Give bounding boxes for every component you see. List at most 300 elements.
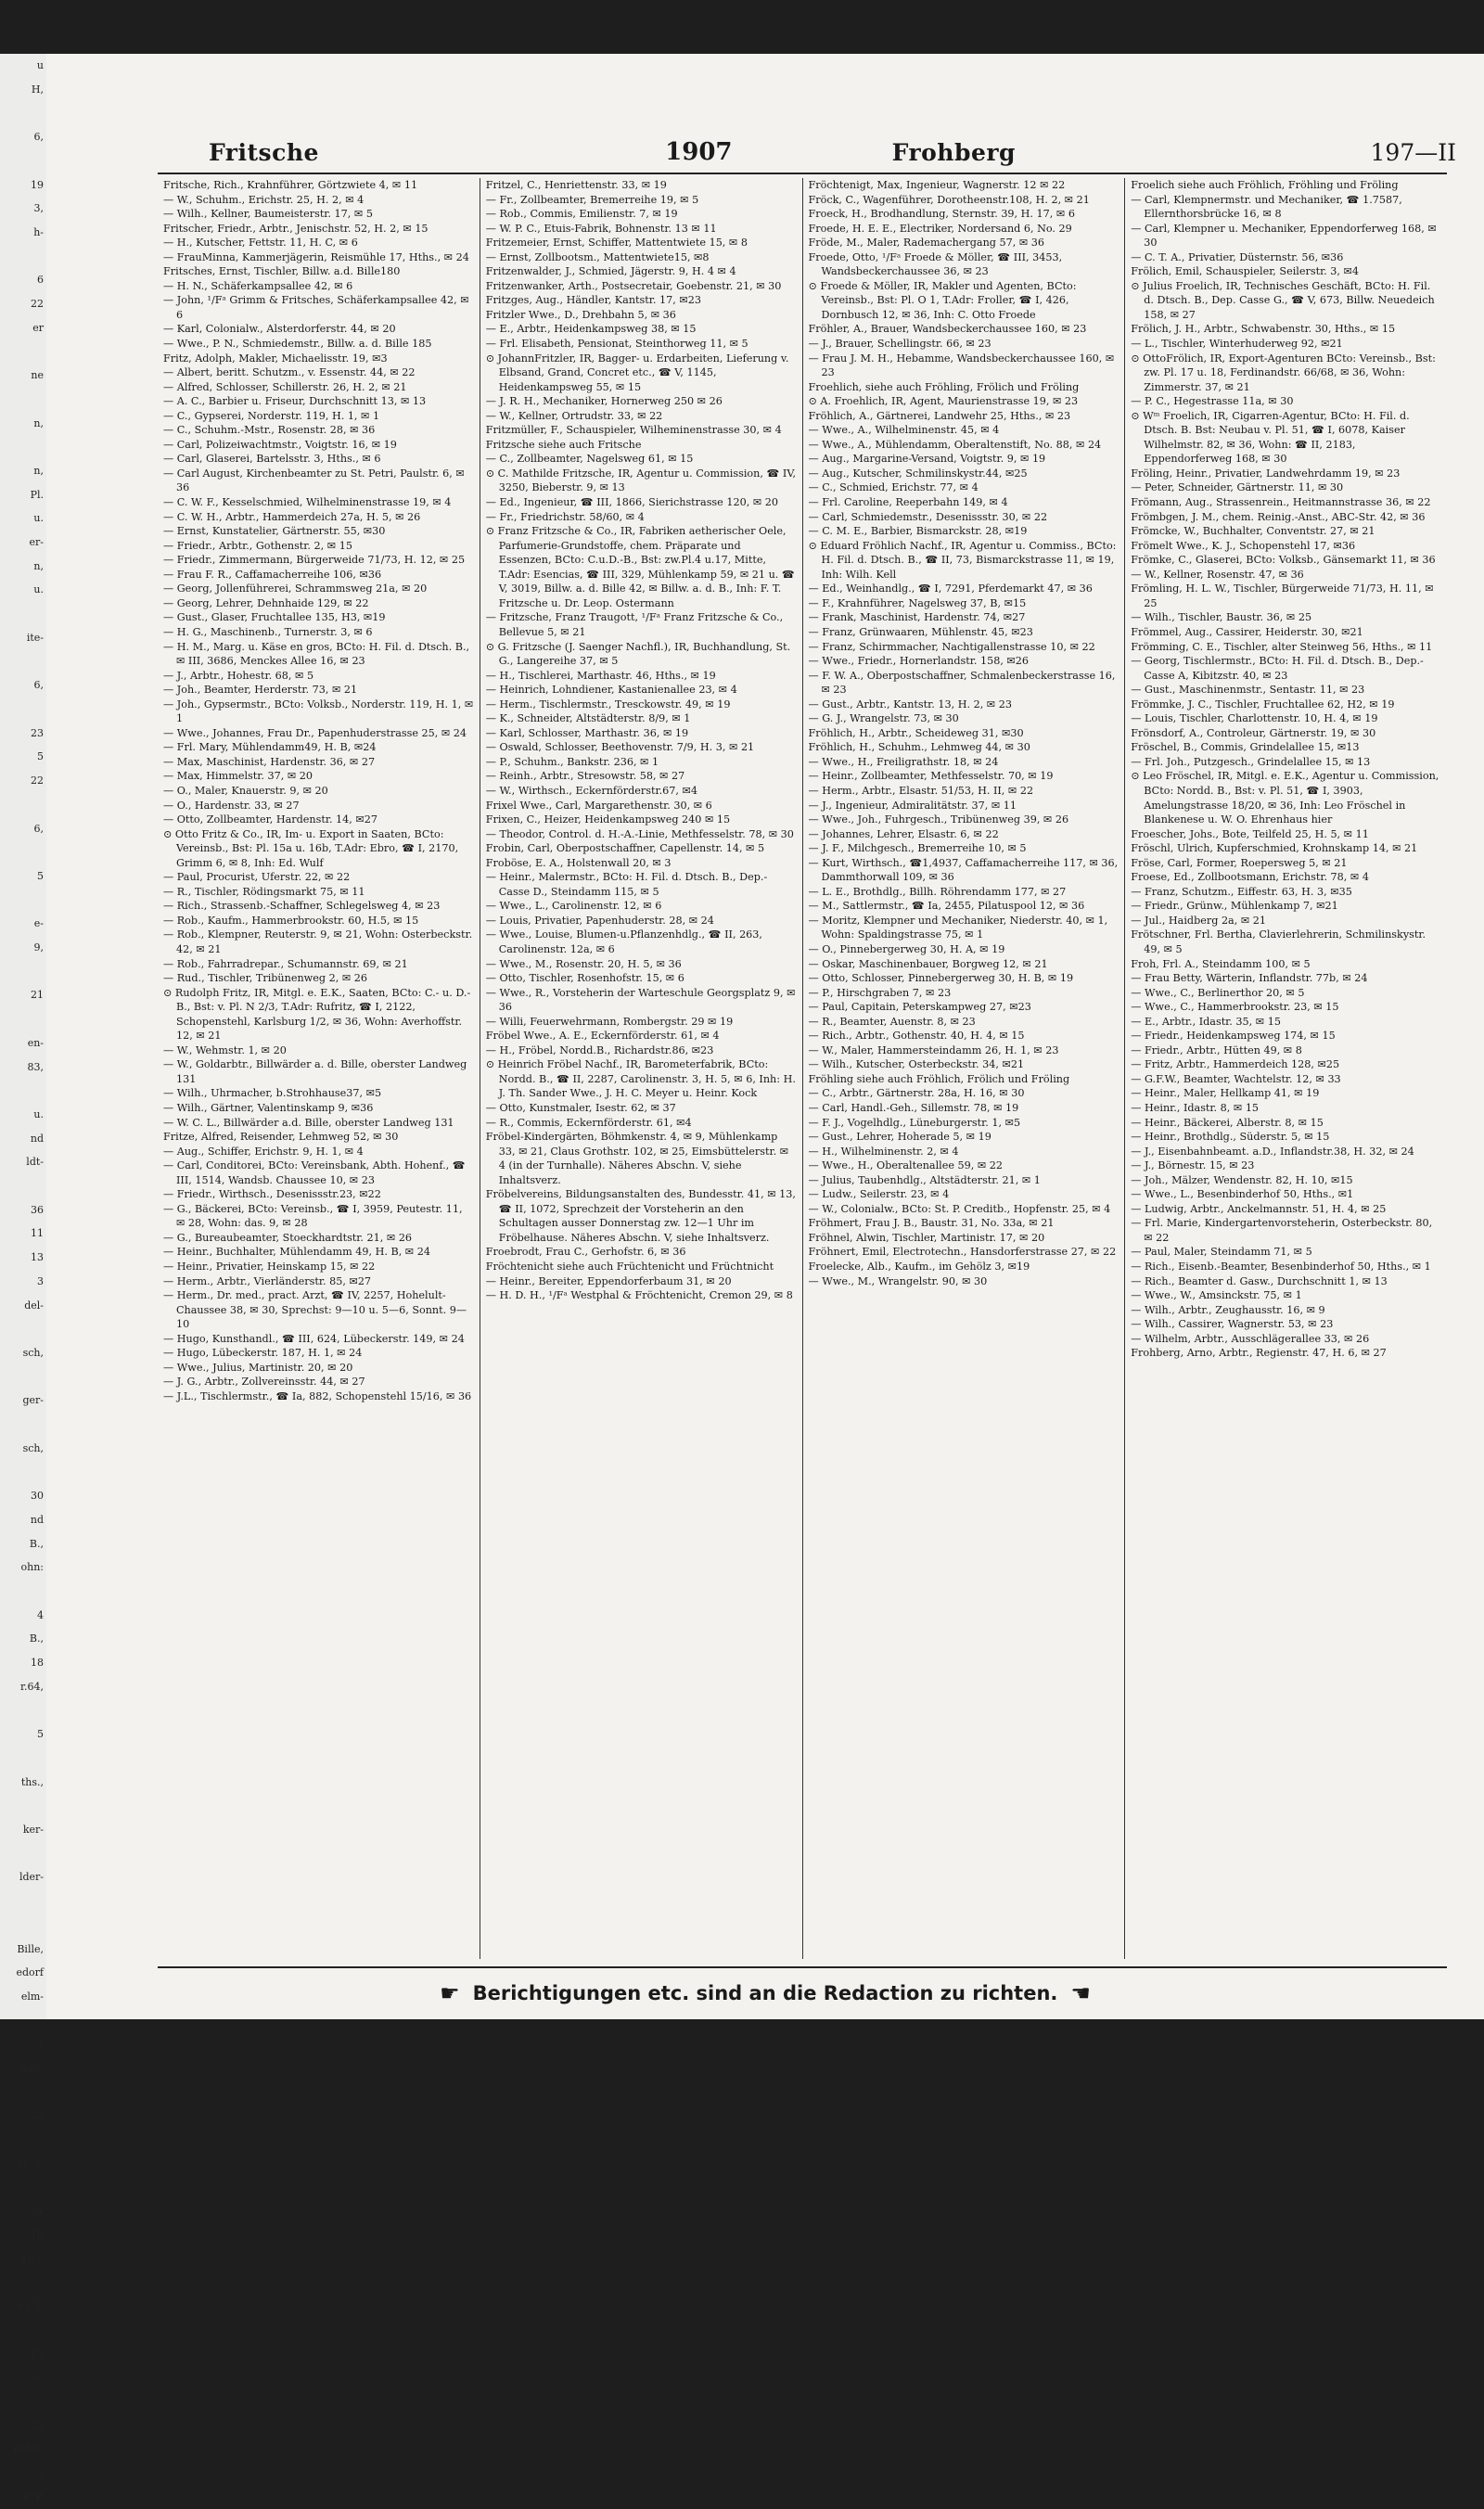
directory-entry: — Frau J. M. H., Hebamme, Wandsbeckerchaussee 160, ✉ 23 [808,352,1115,379]
directory-entry: — Otto, Schlosser, Pinnebergerweg 30, H. B, ✉ 19 [808,972,1074,985]
directory-entry: — Kurt, Wirthsch., ☎1,4937, Caffamacherreihe 117, ✉ 36, Dammthorwall 109, ✉ 36 [808,856,1119,884]
directory-entry: — Wilhelm, Arbtr., Ausschlägerallee 33, ✉ 26 [1131,1332,1370,1345]
margin-fragment: edorf [16,1966,44,1979]
directory-entry: — Wilh., Arbtr., Zeughausstr. 16, ✉ 9 [1131,1303,1325,1316]
directory-entry: Frömcke, W., Buchhalter, Conventstr. 27, ✉ 21 [1131,525,1375,538]
directory-entry: — Heinr., Zollbeamter, Methfesselstr. 70, ✉ 19 [808,770,1054,783]
directory-entry: — W., Wehmstr. 1, ✉ 20 [163,1043,287,1056]
margin-fragment [0,1914,46,1938]
margin-fragment [0,1747,46,1771]
directory-entry: — J.L., Tischlermstr., ☎ Ia, 882, Schopenstehl 15/16, ✉ 36 [163,1389,472,1402]
column-2 [480,178,802,1959]
directory-entry: ⊙ Otto Fritz & Co., IR, Im- u. Export in Saaten, BCto: Vereinsb., Bst: Pl. 15a u. 16b, T.Adr: Ebro, ☎ I, 2170, Grimm 6, ✉ 8, Inh: Ed. Wulf [163,827,459,869]
directory-entry: Fröck, C., Wagenführer, Dorotheenstr.108, H. 2, ✉ 21 [808,193,1090,206]
directory-entry: — O., Maler, Knauerstr. 9, ✉ 20 [163,784,328,797]
margin-fragment: entur, [13,2443,44,2456]
directory-entry: — Rich., Arbtr., Gothenstr. 40, H. 4, ✉ 15 [808,1030,1025,1043]
directory-entry: — Rob., Klempner, Reuterstr. 9, ✉ 21, Wohn: Osterbeckstr. 42, ✉ 21 [163,928,473,955]
directory-entry: — M., Sattlermstr., ☎ Ia, 2455, Pilatuspool 12, ✉ 36 [808,900,1085,913]
margin-fragment [0,2271,46,2295]
margin-fragment: nd [30,1513,44,1526]
directory-entry: Fritsches, Ernst, Tischler, Billw. a.d. Bille180 [163,265,401,278]
directory-entry: — Albert, beritt. Schutzm., v. Essenstr. 44, ✉ 22 [163,366,416,379]
directory-entry: ⊙ G. Fritzsche (J. Saenger Nachfl.), IR, Buchhandlung, St. G., Langereihe 37, ✉ 5 [485,640,791,668]
directory-entry: — Karl, Colonialw., Alsterdorferstr. 44, ✉ 20 [163,323,396,336]
margin-fragment [0,149,46,173]
header-last-name: Frohberg [891,138,1017,166]
directory-entry: — W., Wirthsch., Eckernförderstr.67, ✉4 [485,784,698,797]
directory-entry: — Fr., Friedrichstr. 58/60, ✉ 4 [485,510,645,523]
footer-notice: Berichtigungen etc. sind an die Redaction zu richten. [472,1982,1058,2004]
margin-fragment: 9, [33,941,44,954]
directory-entry: — Rob., Fahrradrepar., Schumannstr. 69, ✉ 21 [163,957,408,970]
margin-fragment: ker- [22,1824,44,1837]
directory-entry: — Peter, Schneider, Gärtnerstr. 11, ✉ 30 [1131,481,1344,494]
directory-entry: Fröhlich, A., Gärtnerei, Landwehr 25, Hths., ✉ 23 [808,409,1071,422]
directory-entry: — J. G., Arbtr., Zollvereinsstr. 44, ✉ 27 [163,1376,365,1389]
directory-entry: — Carl, Schmiedemstr., Desenissstr. 30, ✉ 22 [808,510,1048,523]
directory-entry: — Wwe., Johannes, Frau Dr., Papenhuderstrasse 25, ✉ 24 [163,726,467,739]
margin-fragment [0,2390,46,2414]
directory-entry: Fritzenwanker, Arth., Postsecretair, Goebenstr. 21, ✉ 30 [485,279,782,292]
directory-entry: — Louis, Privatier, Papenhuderstr. 28, ✉ 24 [485,914,714,927]
directory-entry: — Wwe., Friedr., Hornerlandstr. 158, ✉26 [808,655,1030,668]
directory-entry: — W., Maler, Hammersteindamm 26, H. 1, ✉ 23 [808,1043,1059,1056]
column-4 [1124,178,1447,1959]
directory-entry: — Herm., Tischlermstr., Tresckowstr. 49, ✉ 19 [485,698,731,710]
directory-entry: — Friedr., Grünw., Mühlenkamp 7, ✉21 [1131,900,1338,913]
margin-fragment: 3 [37,1274,44,1287]
directory-entry: ⊙ Julius Froelich, IR, Technisches Geschäft, BCto: H. Fil. d. Dtsch. B., Dep. Casse G., ☎ V, 673, Billw. Neuedeich 158, ✉ 27 [1131,279,1435,321]
margin-fragment: 22 [31,2419,44,2432]
directory-entry: Frömling, H. L. W., Tischler, Bürgerweide 71/73, H. 11, ✉ 25 [1131,582,1434,609]
margin-fragment: n, [33,559,44,572]
directory-entry: Frömann, Aug., Strassenrein., Heitmannstrasse 36, ✉ 22 [1131,496,1431,509]
directory-entry: ⊙ Froede & Möller, IR, Makler und Agenten, BCto: Vereinsb., Bst: Pl. O 1, T.Adr: Froller, ☎ I, 426, Dornbusch 12, ✉ 36, Inh: C. Otto Froede [808,279,1077,321]
margin-fragment: H, [31,83,44,96]
directory-entry: — Carl, Klempner u. Mechaniker, Eppendorferweg 168, ✉ 30 [1131,222,1437,250]
directory-entry: — W., Schuhm., Erichstr. 25, H. 2, ✉ 4 [163,193,365,206]
directory-entry: Frölich, J. H., Arbtr., Schwabenstr. 30, Hths., ✉ 15 [1131,323,1396,336]
directory-entry: — Friedr., Zimmermann, Bürgerweide 71/73, H. 12, ✉ 25 [163,554,466,567]
margin-fragment [0,1889,46,1914]
directory-entry: — J., Brauer, Schellingstr. 66, ✉ 23 [808,338,991,351]
directory-entry: — Heinr., Idastr. 8, ✉ 15 [1131,1102,1260,1114]
margin-fragment: h- [33,225,44,238]
directory-entry: — Ernst, Zollbootsm., Mattentwiete15, ✉8 [485,250,710,263]
directory-entry: — H., Tischlerei, Marthastr. 46, Hths., ✉ 19 [485,669,716,682]
directory-entry: — Louis, Tischler, Charlottenstr. 10, H. 4, ✉ 19 [1131,712,1378,725]
margin-fragment: 36 [31,1203,44,1216]
directory-entry: — A. C., Barbier u. Friseur, Durchschnitt 13, ✉ 13 [163,395,427,408]
directory-entry: — Max, Maschinist, Hardenstr. 36, ✉ 27 [163,755,376,768]
margin-fragment [0,245,46,269]
directory-entry: Fröhlich, H., Schuhm., Lehmweg 44, ✉ 30 [808,741,1030,754]
margin-fragment [0,1460,46,1484]
margin-fragment [0,698,46,722]
directory-entry: — W., Kellner, Rosenstr. 47, ✉ 36 [1131,568,1304,581]
directory-entry: — Heinr., Brothdlg., Süderstr. 5, ✉ 15 [1131,1131,1330,1144]
directory-entry: Froehlich, siehe auch Fröhling, Frölich und Fröling [808,380,1080,393]
directory-entry: — Franz, Grünwaaren, Mühlenstr. 45, ✉23 [808,625,1033,638]
directory-entry: — Rich., Eisenb.-Beamter, Besenbinderhof 50, Hths., ✉ 1 [1131,1261,1431,1274]
directory-entry: — R., Beamter, Auenstr. 8, ✉ 23 [808,1015,976,1028]
directory-entry: — Aug., Schiffer, Erichstr. 9, H. 1, ✉ 4 [163,1145,364,1158]
directory-entry: Froböse, E. A., Holstenwall 20, ✉ 3 [485,856,672,869]
margin-fragment: er- [29,536,44,549]
margin-fragment [0,840,46,864]
directory-entry: — Alfred, Schlosser, Schillerstr. 26, H. 2, ✉ 21 [163,380,407,393]
directory-entry: ⊙ Franz Fritzsche & Co., IR, Fabriken aetherischer Oele, Parfumerie-Grundstoffe, chem. Präparate und Essenzen, BCto: C.u.D.-B., Bst: zw.Pl.4 u.17, Mitte, T.Adr: Esencias, ☎ III, 329, Mühlenkamp 59, ✉ 21 u. ☎ V, 3019, Billw. a. d. Bille 42, ✉ Billw. a. d. B., Inh: F. T. Fritzsche u. Dr. Leop. Ostermann [485,525,795,609]
margin-fragment [0,2176,46,2200]
directory-entry: — Friedr., Wirthsch., Desenissstr.23, ✉22 [163,1188,381,1201]
margin-fragment: 5 [37,1728,44,1741]
margin-fragment: 5 [37,869,44,882]
directory-entry: — H., Kutscher, Fettstr. 11, H. C, ✉ 6 [163,237,358,250]
directory-entry: — Joh., Gypsermstr., BCto: Volksb., Norderstr. 119, H. 1, ✉ 1 [163,698,474,725]
footer-rule [158,1966,1447,1968]
directory-entry: ⊙ OttoFrölich, IR, Export-Agenturen BCto: Vereinsb., Bst: zw. Pl. 17 u. 18, Ferdinandstr. 66/68, ✉ 36, Wohn: Zimmerstr. 37, ✉ 21 [1131,352,1436,393]
directory-entry: Frönsdorf, A., Controleur, Gärtnerstr. 19, ✉ 30 [1131,726,1376,739]
margin-fragment: 6 [37,274,44,287]
margin-fragment: en- [27,1036,44,1049]
pointing-hand-right-icon: ☛ [440,1980,460,2006]
margin-fragment: 24 [31,2205,44,2218]
column-3 [802,178,1125,1959]
directory-entry: — Wilh., Tischler, Baustr. 36, ✉ 25 [1131,611,1312,624]
directory-entry: — W. P. C., Etuis-Fabrik, Bohnenstr. 13 ✉ 11 [485,222,717,235]
directory-entry: Frömmke, J. C., Tischler, Fruchtallee 62, H2, ✉ 19 [1131,698,1395,710]
directory-entry: — R., Tischler, Rödingsmarkt 75, ✉ 11 [163,885,365,898]
directory-entry: Frötschner, Frl. Bertha, Clavierlehrerin, Schmilinskystr. 49, ✉ 5 [1131,928,1426,955]
directory-entry: — Frl. Mary, Mühlendamm49, H. B, ✉24 [163,741,377,754]
directory-entry: — Karl, Schlosser, Marthastr. 36, ✉ 19 [485,726,689,739]
directory-entry: — G. J., Wrangelstr. 73, ✉ 30 [808,712,959,725]
directory-entry: — J., Ingenieur, Admiralitätstr. 37, ✉ 11 [808,799,1017,812]
directory-entry: — J., Börnestr. 15, ✉ 23 [1131,1159,1255,1172]
directory-entry: — Paul, Maler, Steindamm 71, ✉ 5 [1131,1246,1312,1259]
margin-fragment [0,1079,46,1103]
directory-entry: — Friedr., Arbtr., Gothenstr. 2, ✉ 15 [163,539,352,552]
directory-entry: — Moritz, Klempner und Mechaniker, Niederstr. 40, ✉ 1, Wohn: Spaldingstrasse 75, ✉ 1 [808,914,1108,941]
margin-fragment: 13 [31,2348,44,2361]
directory-entry: — Ed., Ingenieur, ☎ III, 1866, Sierichstrasse 120, ✉ 20 [485,496,778,509]
margin-fragment: eg 5, [18,2300,44,2313]
directory-entry: — FrauMinna, Kammerjägerin, Reismühle 17, Hths., ✉ 24 [163,250,469,263]
directory-entry: — O., Hardenstr. 33, ✉ 27 [163,799,300,812]
directory-entry: — C., Gypserei, Norderstr. 119, H. 1, ✉ 1 [163,409,380,422]
margin-fragment [0,1174,46,1198]
directory-entry: — Frl. Caroline, Reeperbahn 149, ✉ 4 [808,496,1008,509]
directory-entry: — Paul, Capitain, Peterskampweg 27, ✉23 [808,1001,1031,1014]
margin-fragment [0,435,46,459]
directory-entry: ⊙ Eduard Fröhlich Nachf., IR, Agentur u. Commiss., BCto: H. Fil. d. Dtsch. B., ☎ II, 73, Bismarckstrasse 11, ✉ 19, Inh: Wilh. Kell [808,539,1117,581]
margin-fragment: ne [31,369,44,382]
directory-entry: — H., Wilhelminenstr. 2, ✉ 4 [808,1145,959,1158]
directory-entry: — Wwe., A., Mühlendamm, Oberaltenstift, No. 88, ✉ 24 [808,438,1102,451]
directory-entry: — G., Bäckerei, BCto: Vereinsb., ☎ I, 3959, Peutestr. 11, ✉ 28, Wohn: das. 9, ✉ 28 [163,1202,463,1230]
margin-fragment: u. [33,1107,44,1120]
directory-entry: — P., Hirschgraben 7, ✉ 23 [808,986,952,999]
directory-entry: — Frank, Maschinist, Hardenstr. 74, ✉27 [808,611,1026,624]
margin-fragment: 83, [27,1060,44,1073]
directory-entry: — O., Pinnebergerweg 30, H. A, ✉ 19 [808,942,1005,955]
directory-entry: — W., Goldarbtr., Billwärder a. d. Bille, oberster Landweg 131 [163,1058,467,1085]
margin-fragment: r.64, [19,1680,44,1693]
directory-entry: — Hugo, Kunsthandl., ☎ III, 624, Lübeckerstr. 149, ✉ 24 [163,1332,465,1345]
directory-entry: Fritze, Alfred, Reisender, Lehmweg 52, ✉ 30 [163,1131,399,1144]
margin-fragment: H: 3, [18,2157,44,2170]
directory-entry: Fritz, Adolph, Makler, Michaelisstr. 19, ✉3 [163,352,388,365]
directory-entry: Frixen, C., Heizer, Heidenkampsweg 240 ✉ 15 [485,813,731,826]
directory-entry: — Herm., Arbtr., Elsastr. 51/53, H. II, ✉ 22 [808,784,1034,797]
directory-entry: — Wwe., M., Wrangelstr. 90, ✉ 30 [808,1274,988,1287]
margin-fragment: ths., [20,1775,44,1788]
directory-entry: — Reinh., Arbtr., Stresowstr. 58, ✉ 27 [485,770,685,783]
directory-entry: Fröhler, A., Brauer, Wandsbeckerchaussee 160, ✉ 23 [808,323,1087,336]
margin-fragment [0,1842,46,1866]
directory-entry: — Oswald, Schlosser, Beethovenstr. 7/9, H. 3, ✉ 21 [485,741,755,754]
directory-entry: — C., Zollbeamter, Nagelsweg 61, ✉ 15 [485,453,694,466]
margin-fragment: 19 [31,178,44,191]
directory-entry: — W. C. L., Billwärder a.d. Bille, oberster Landweg 131 [163,1116,454,1129]
directory-entry: — H. G., Maschinenb., Turnerstr. 3, ✉ 6 [163,625,373,638]
margin-fragment: B., [29,1537,44,1550]
directory-entry: Fröbelvereins, Bildungsanstalten des, Bundesstr. 41, ✉ 13, ☎ II, 1072, Sprechzeit der Vorsteherin an den Schultagen ausser Donnerstag zw. 12—1 Uhr im Fröbelhause. Näheres Abschn. V, siehe Inhaltsverz. [485,1188,796,1244]
directory-entry: Frömming, C. E., Tischler, alter Steinweg 56, Hths., ✉ 11 [1131,640,1433,653]
directory-entry: — Wwe., Julius, Martinistr. 20, ✉ 20 [163,1361,353,1374]
directory-entry: — C., Arbtr., Gärtnerstr. 28a, H. 16, ✉ 30 [808,1087,1025,1100]
directory-entry: Frömmel, Aug., Cassirer, Heiderstr. 30, ✉21 [1131,625,1363,638]
directory-entry: Fröchtenigt, Max, Ingenieur, Wagnerstr. 12 ✉ 22 [808,179,1066,191]
directory-entry: Froede, H. E. E., Electriker, Nordersand 6, No. 29 [808,222,1072,235]
margin-fragment: 6, [33,131,44,144]
directory-entry: — Georg, Lehrer, Dehnhaide 129, ✉ 22 [163,596,369,609]
directory-entry: — Otto, Kunstmaler, Isestr. 62, ✉ 37 [485,1102,676,1114]
margin-fragment: 22 [31,2109,44,2122]
directory-entry: — Johannes, Lehrer, Elsastr. 6, ✉ 22 [808,827,999,840]
directory-entry: Froeck, H., Brodhandlung, Sternstr. 39, H. 17, ✉ 6 [808,208,1075,221]
margin-fragment: 6, [33,679,44,692]
margin-fragment: n, [33,416,44,429]
directory-entry: — Heinrich, Lohndiener, Kastanienallee 23, ✉ 4 [485,684,737,697]
margin-fragment: elm- [20,1990,44,2003]
directory-entry: — Wilh., Uhrmacher, b.Strohhause37, ✉5 [163,1087,382,1100]
directory-entry: Fritzenwalder, J., Schmied, Jägerstr. 9, H. 4 ✉ 4 [485,265,736,278]
margin-fragment: ann- [20,2062,44,2075]
margin-fragment: ger- [22,1394,44,1407]
margin-fragment: lder- [19,1871,44,1884]
column-1 [158,178,480,1959]
directory-entry: Froescher, Johs., Bote, Teilfeld 25, H. 5, ✉ 11 [1131,827,1369,840]
directory-entry: Fritzel, C., Henriettenstr. 33, ✉ 19 [485,179,667,191]
directory-entry: — Rich., Beamter d. Gasw., Durchschnitt 1, ✉ 13 [1131,1274,1388,1287]
margin-fragment: F. P. [23,2490,44,2503]
directory-entry: — Ed., Weinhandlg., ☎ I, 7291, Pferdemarkt 47, ✉ 36 [808,582,1093,595]
directory-entry: Fritzges, Aug., Händler, Kantstr. 17, ✉23 [485,294,701,307]
margin-fragment: 3, [33,202,44,215]
directory-entry: — Wwe., Louise, Blumen-u.Pflanzenhdlg., ☎ II, 263, Carolinenstr. 12a, ✉ 6 [485,928,762,955]
directory-entry: — Gust., Glaser, Fruchtallee 135, H3, ✉19 [163,611,386,624]
directory-entry: — Rob., Kaufm., Hammerbrookstr. 60, H.5, ✉ 15 [163,914,419,927]
directory-entry: — Fritzsche, Franz Traugott, ¹/Fᵃ Franz Fritzsche & Co., Bellevue 5, ✉ 21 [485,611,784,638]
margin-fragment [0,2009,46,2033]
directory-entry: — Georg, Jollenführerei, Schrammsweg 21a, ✉ 20 [163,582,428,595]
margin-fragment: 22 [31,298,44,311]
directory-entry: — C. M. E., Barbier, Bismarckstr. 28, ✉19 [808,525,1028,538]
pointing-hand-left-icon: ☚ [1070,1980,1091,2006]
directory-entry: — Gust., Lehrer, Hoherade 5, ✉ 19 [808,1131,991,1144]
margin-fragment: 18 [31,1657,44,1670]
directory-entry: — Wwe., L., Besenbinderhof 50, Hths., ✉1 [1131,1188,1354,1201]
directory-entry: — G., Bureaubeamter, Stoeckhardtstr. 21, ✉ 26 [163,1231,413,1244]
directory-entry: — Wwe., W., Amsinckstr. 75, ✉ 1 [1131,1289,1302,1302]
directory-entry: — Wwe., M., Rosenstr. 20, H. 5, ✉ 36 [485,957,682,970]
directory-entry: — Frau Betty, Wärterin, Inflandstr. 77b, ✉ 24 [1131,972,1368,985]
directory-entry: — Friedr., Arbtr., Hütten 49, ✉ 8 [1131,1043,1302,1056]
margin-fragment [0,602,46,626]
directory-entry: — Wwe., L., Carolinenstr. 12, ✉ 6 [485,900,662,913]
directory-entry: — C., Schmied, Erichstr. 77, ✉ 4 [808,481,979,494]
directory-entry: — Willi, Feuerwehrmann, Rombergstr. 29 ✉ 19 [485,1015,734,1028]
margin-fragment [0,2080,46,2105]
directory-entry: ⊙ C. Mathilde Fritzsche, IR, Agentur u. Commission, ☎ IV, 3250, Bieberstr. 9, ✉ 13 [485,467,797,494]
directory-entry: — P., Schuhm., Bankstr. 236, ✉ 1 [485,755,659,768]
directory-entry: Fröling, Heinr., Privatier, Landwehrdamm 19, ✉ 23 [1131,467,1401,480]
margin-fragment [0,960,46,984]
directory-entry: — Paul, Procurist, Uferstr. 22, ✉ 22 [163,871,351,884]
directory-entry: — Heinr., Maler, Hellkamp 41, ✉ 19 [1131,1087,1320,1100]
directory-entry: Fröhnel, Alwin, Tischler, Martinistr. 17, ✉ 20 [808,1231,1045,1244]
directory-entry: — Heinr., Malermstr., BCto: H. Fil. d. Dtsch. B., Dep.-Casse D., Steindamm 115, ✉ 5 [485,871,768,898]
directory-entry: — Julius, Taubenhdlg., Altstädterstr. 21, ✉ 1 [808,1173,1041,1186]
directory-entry: Fritzemeier, Ernst, Schiffer, Mattentwiete 15, ✉ 8 [485,237,748,250]
directory-entry: — W., Colonialw., BCto: St. P. Creditb., Hopfenstr. 25, ✉ 4 [808,1202,1111,1215]
directory-entry: Fröbel-Kindergärten, Böhmkenstr. 4, ✉ 9, Mühlenkamp 33, ✉ 21, Claus Grothstr. 102, ✉ 25, Eimsbüttelerstr. ✉ 4 (in der Turnhalle). Näheres Abschn. V, siehe Inhaltsverz. [485,1131,789,1186]
directory-entry: — P. C., Hegestrasse 11a, ✉ 30 [1131,395,1294,408]
margin-fragment: u. [33,583,44,596]
directory-entry: — Wilh., Gärtner, Valentinskamp 9, ✉36 [163,1102,374,1114]
directory-entry: — Wwe., Joh., Fuhrgesch., Tribünenweg 39, ✉ 26 [808,813,1069,826]
directory-entry: — H. M., Marg. u. Käse en gros, BCto: H. Fil. d. Dtsch. B., ✉ III, 3686, Menckes Allee 16, ✉ 23 [163,640,470,668]
directory-entry: — Rud., Tischler, Tribünenweg 2, ✉ 26 [163,972,367,985]
directory-entry: — Carl, Polizeiwachtmstr., Voigtstr. 16, ✉ 19 [163,438,397,451]
directory-entry: — F. J., Vogelhdlg., Lüneburgerstr. 1, ✉5 [808,1116,1021,1129]
directory-entry: ⊙ Wᵐ Froelich, IR, Cigarren-Agentur, BCto: H. Fil. d. Dtsch. B. Bst: Neubau v. Pl. 51, ☎ I, 6078, Kaiser Wilhelmstr. 82, ✉ 36, Wohn: ☎ II, 2183, Eppendorferweg 168, ✉ 30 [1131,409,1410,466]
directory-entry: — Ernst, Kunstatelier, Gärtnerstr. 55, ✉30 [163,525,386,538]
directory-entry: — R., Commis, Eckernförderstr. 61, ✉4 [485,1116,692,1129]
directory-entry: — Joh., Beamter, Herderstr. 73, ✉ 21 [163,684,358,697]
directory-entry: — E., Arbtr., Idastr. 35, ✉ 15 [1131,1015,1281,1028]
directory-entry: — Gust., Arbtr., Kantstr. 13, H. 2, ✉ 23 [808,698,1012,710]
header-year: 1907 [665,138,733,166]
header-rule [158,173,1447,174]
margin-fragment: 4 [37,1608,44,1621]
directory-entry: Fröhling siehe auch Fröhlich, Frölich und Fröling [808,1072,1070,1085]
margin-fragment: ldt- [26,1156,44,1169]
margin-fragment: 30 [31,1490,44,1503]
directory-entry: Fritzsche siehe auch Fritsche [485,438,642,451]
directory-entry: ⊙ Heinrich Fröbel Nachf., IR, Barometerfabrik, BCto: Nordd. B., ☎ II, 2287, Carolinenstr. 3, H. 5, ✉ 6, Inh: H. J. Th. Sander Wwe., J. H. C. Meyer u. Heinr. Kock [485,1058,796,1100]
margin-fragment [0,889,46,913]
directory-entry: — Carl, Klempnermstr. und Mechaniker, ☎ 1.7587, Ellernthorsbrücke 16, ✉ 8 [1131,193,1402,221]
directory-columns [158,178,1447,1959]
margin-fragment: ite- [26,631,44,644]
margin-fragment: 21 [31,989,44,1002]
directory-entry: Fröse, Carl, Former, Roepersweg 5, ✉ 21 [1131,856,1348,869]
directory-entry: — Theodor, Control. d. H.-A.-Linie, Methfesselstr. 78, ✉ 30 [485,827,794,840]
directory-entry: — Ludwig, Arbtr., Anckelmannstr. 51, H. 4, ✉ 25 [1131,1202,1387,1215]
directory-entry: — K., Schneider, Altstädterstr. 8/9, ✉ 1 [485,712,691,725]
directory-entry: Frölich, Emil, Schauspieler, Seilerstr. 3, ✉4 [1131,265,1360,278]
directory-entry: — J., Arbtr., Hohestr. 68, ✉ 5 [163,669,314,682]
directory-entry: Fröhlich, H., Arbtr., Scheideweg 31, ✉30 [808,726,1024,739]
margin-fragment [0,388,46,412]
directory-entry: — Gust., Maschinenmstr., Sentastr. 11, ✉ 23 [1131,684,1365,697]
directory-entry: — C. W. F., Kesselschmied, Wilhelminenstrasse 19, ✉ 4 [163,496,452,509]
margin-fragment [0,1007,46,1031]
margin-fragment: del- [24,1299,44,1312]
directory-entry: — Wwe., C., Hammerbrookstr. 23, ✉ 15 [1131,1001,1339,1014]
directory-entry: — Joh., Mälzer, Wendenstr. 82, H. 10, ✉15 [1131,1173,1353,1186]
margin-fragment: 4 [37,2038,44,2051]
margin-fragment [0,1580,46,1604]
directory-entry: — Frl. Marie, Kindergartenvorsteherin, Osterbeckstr. 80, ✉ 22 [1131,1217,1433,1244]
margin-fragment: e- [33,917,44,930]
margin-fragment [0,2319,46,2343]
margin-fragment: 19 [31,2228,44,2241]
margin-fragment: 5 [37,2467,44,2480]
directory-entry: — Frau F. R., Caffamacherreihe 106, ✉36 [163,568,382,581]
page-header [167,131,1456,173]
directory-entry: — Wwe., H., Oberaltenallee 59, ✉ 22 [808,1159,1004,1172]
directory-entry: Frobin, Carl, Oberpostschaffner, Capellenstr. 14, ✉ 5 [485,842,765,855]
directory-entry: Fritscher, Friedr., Arbtr., Jenischstr. 52, H. 2, ✉ 15 [163,222,429,235]
directory-entry: — Hugo, Lübeckerstr. 187, H. 1, ✉ 24 [163,1347,363,1360]
directory-page [46,54,1484,2019]
margin-fragment: 23 [31,726,44,739]
directory-entry: ⊙ JohannFritzler, IR, Bagger- u. Erdarbeiten, Lieferung v. Elbsand, Grand, Concret etc., ☎ V, 1145, Heidenkampsweg 55, ✉ 15 [485,352,789,393]
directory-entry: ⊙ Leo Fröschel, IR, Mitgl. e. E.K., Agentur u. Commission, BCto: Nordd. B., Bst: v. Pl. 51, ☎ I, 3903, Amelungstrasse 18/20, ✉ 36, Inh: Leo Fröschel in Blankenese u. W. O. Ehrenhaus hier [1131,770,1439,826]
directory-entry: — C., Schuhm.-Mstr., Rosenstr. 28, ✉ 36 [163,424,376,437]
directory-entry: — Wwe., R., Vorsteherin der Warteschule Georgsplatz 9, ✉ 36 [485,986,796,1014]
directory-entry: — Otto, Tischler, Rosenhofstr. 15, ✉ 6 [485,972,684,985]
margin-fragment: 13 [31,1251,44,1264]
directory-entry: Fröschl, Ulrich, Kupferschmied, Krohnskamp 14, ✉ 21 [1131,842,1418,855]
directory-entry: Froebrodt, Frau C., Gerhofstr. 6, ✉ 36 [485,1246,686,1259]
directory-entry: — Aug., Margarine-Versand, Voigtstr. 9, ✉ 19 [808,453,1046,466]
directory-entry: — Wwe., A., Wilhelminenstr. 45, ✉ 4 [808,424,1000,437]
directory-entry: Fritsche, Rich., Krahnführer, Görtzwiete 4, ✉ 11 [163,179,418,191]
margin-fragment: 11 [31,1227,44,1240]
margin-fragment [0,1699,46,1723]
directory-entry: ⊙ A. Froehlich, IR, Agent, Maurienstrasse 19, ✉ 23 [808,395,1079,408]
directory-entry: — Carl August, Kirchenbeamter zu St. Petri, Paulstr. 6, ✉ 36 [163,467,465,494]
header-page-number: 197—II [1370,138,1456,166]
directory-entry: Fröchtenicht siehe auch Früchtenicht und Früchtnicht [485,1261,774,1274]
directory-entry: — Wilh., Kellner, Baumeisterstr. 17, ✉ 5 [163,208,373,221]
directory-entry: Froelecke, Alb., Kaufm., im Gehölz 3, ✉19 [808,1261,1030,1274]
margin-fragment: er [32,321,44,334]
directory-entry: — Herm., Arbtr., Vierländerstr. 85, ✉27 [163,1274,372,1287]
margin-fragment: 5 [37,750,44,763]
directory-entry: — Herm., Dr. med., pract. Arzt, ☎ IV, 2257, Hohelult-Chaussee 38, ✉ 30, Sprechst: 9—10 u. 5—6, Sonnt. 9—10 [163,1289,467,1331]
directory-entry: Fröschel, B., Commis, Grindelallee 15, ✉13 [1131,741,1360,754]
directory-entry: — L. E., Brothdlg., Billh. Röhrendamm 177, ✉ 27 [808,885,1067,898]
directory-entry: Frömelt Wwe., K. J., Schopenstehl 17, ✉36 [1131,539,1356,552]
directory-entry: — E., Arbtr., Heidenkampsweg 38, ✉ 15 [485,323,697,336]
margin-fragment: 103, [20,2252,44,2265]
